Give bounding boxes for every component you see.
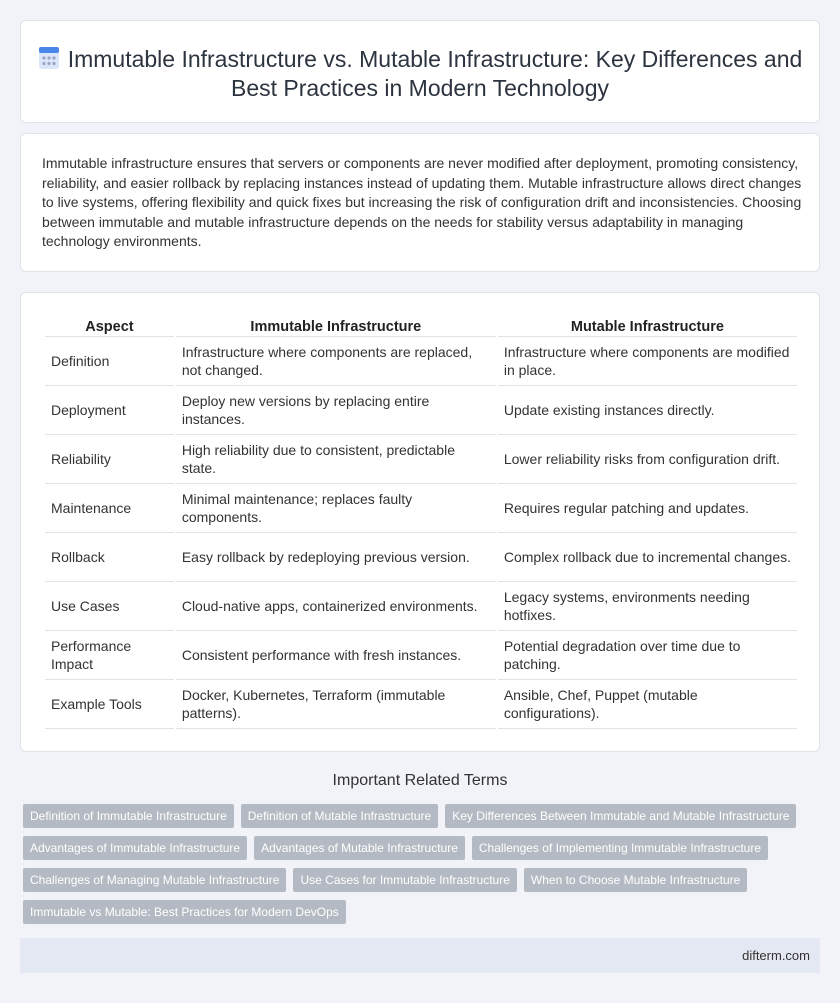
aspect-cell: Use Cases [45,582,174,631]
mutable-cell: Complex rollback due to incremental changes. [498,533,797,582]
document-icon [38,46,60,70]
aspect-cell: Deployment [45,386,174,435]
immutable-cell: Easy rollback by redeploying previous version. [176,533,496,582]
comparison-table [43,317,799,729]
table-row [45,582,797,631]
mutable-cell: Infrastructure where components are modified in place. [498,337,797,386]
table-header-row [45,317,797,337]
aspect-cell: Definition [45,337,174,386]
page-title-wrap [21,45,819,103]
intro-paragraph: Immutable infrastructure ensures that servers or components are never modified after deployment, promoting consistency, reliability, and easier rollback by replacing instances instead of updating them. Mutable infrastructure allows direct changes to live systems, offering flexibility and quick fixes but increasing the risk of configuration drift and inconsistencies. Choosing between immutable and mutable infrastructure depends on the needs for stability versus adaptability in managing technology environments. [42,155,802,249]
immutable-cell: Deploy new versions by replacing entire instances. [176,386,496,435]
related-terms-title: Important Related Terms [332,772,508,789]
immutable-cell: Consistent performance with fresh instances. [176,631,496,680]
intro-card [20,133,820,272]
aspect-cell: Reliability [45,435,174,484]
mutable-cell: Potential degradation over time due to patching. [498,631,797,680]
related-term-tag[interactable]: Challenges of Implementing Immutable Infrastructure [472,836,768,860]
table-row [45,435,797,484]
comparison-card [20,292,820,752]
mutable-cell: Legacy systems, environments needing hotfixes. [498,582,797,631]
table-row [45,337,797,386]
aspect-cell: Rollback [45,533,174,582]
related-term-tag[interactable]: Key Differences Between Immutable and Mutable Infrastructure [445,804,796,828]
immutable-cell: Minimal maintenance; replaces faulty components. [176,484,496,533]
mutable-cell: Ansible, Chef, Puppet (mutable configurations). [498,680,797,729]
table-row [45,680,797,729]
mutable-cell: Requires regular patching and updates. [498,484,797,533]
mutable-cell: Update existing instances directly. [498,386,797,435]
related-term-tag[interactable]: When to Choose Mutable Infrastructure [524,868,747,892]
page-title: Immutable Infrastructure vs. Mutable Infrastructure: Key Differences and Best Practices in Modern Technology [67,46,803,101]
table-row [45,484,797,533]
immutable-cell: Docker, Kubernetes, Terraform (immutable patterns). [176,680,496,729]
related-term-tag[interactable]: Advantages of Immutable Infrastructure [23,836,247,860]
related-term-tag[interactable]: Definition of Mutable Infrastructure [241,804,438,828]
header-aspect: Aspect [45,317,174,337]
table-row [45,631,797,680]
related-term-tag[interactable]: Challenges of Managing Mutable Infrastructure [23,868,286,892]
header-mutable: Mutable Infrastructure [498,317,797,337]
immutable-cell: High reliability due to consistent, predictable state. [176,435,496,484]
related-term-tag[interactable]: Use Cases for Immutable Infrastructure [293,868,516,892]
immutable-cell: Cloud-native apps, containerized environments. [176,582,496,631]
aspect-cell: Example Tools [45,680,174,729]
related-term-tag[interactable]: Immutable vs Mutable: Best Practices for Modern DevOps [23,900,346,924]
table-row [45,386,797,435]
footer [20,938,820,973]
mutable-cell: Lower reliability risks from configuration drift. [498,435,797,484]
related-term-tag[interactable]: Definition of Immutable Infrastructure [23,804,234,828]
aspect-cell: Performance Impact [45,631,174,680]
related-terms-list [23,804,813,924]
footer-site-link[interactable]: difterm.com [742,948,810,963]
aspect-cell: Maintenance [45,484,174,533]
immutable-cell: Infrastructure where components are replaced, not changed. [176,337,496,386]
related-term-tag[interactable]: Advantages of Mutable Infrastructure [254,836,465,860]
title-card [20,20,820,123]
table-row [45,533,797,582]
header-immutable: Immutable Infrastructure [176,317,496,337]
